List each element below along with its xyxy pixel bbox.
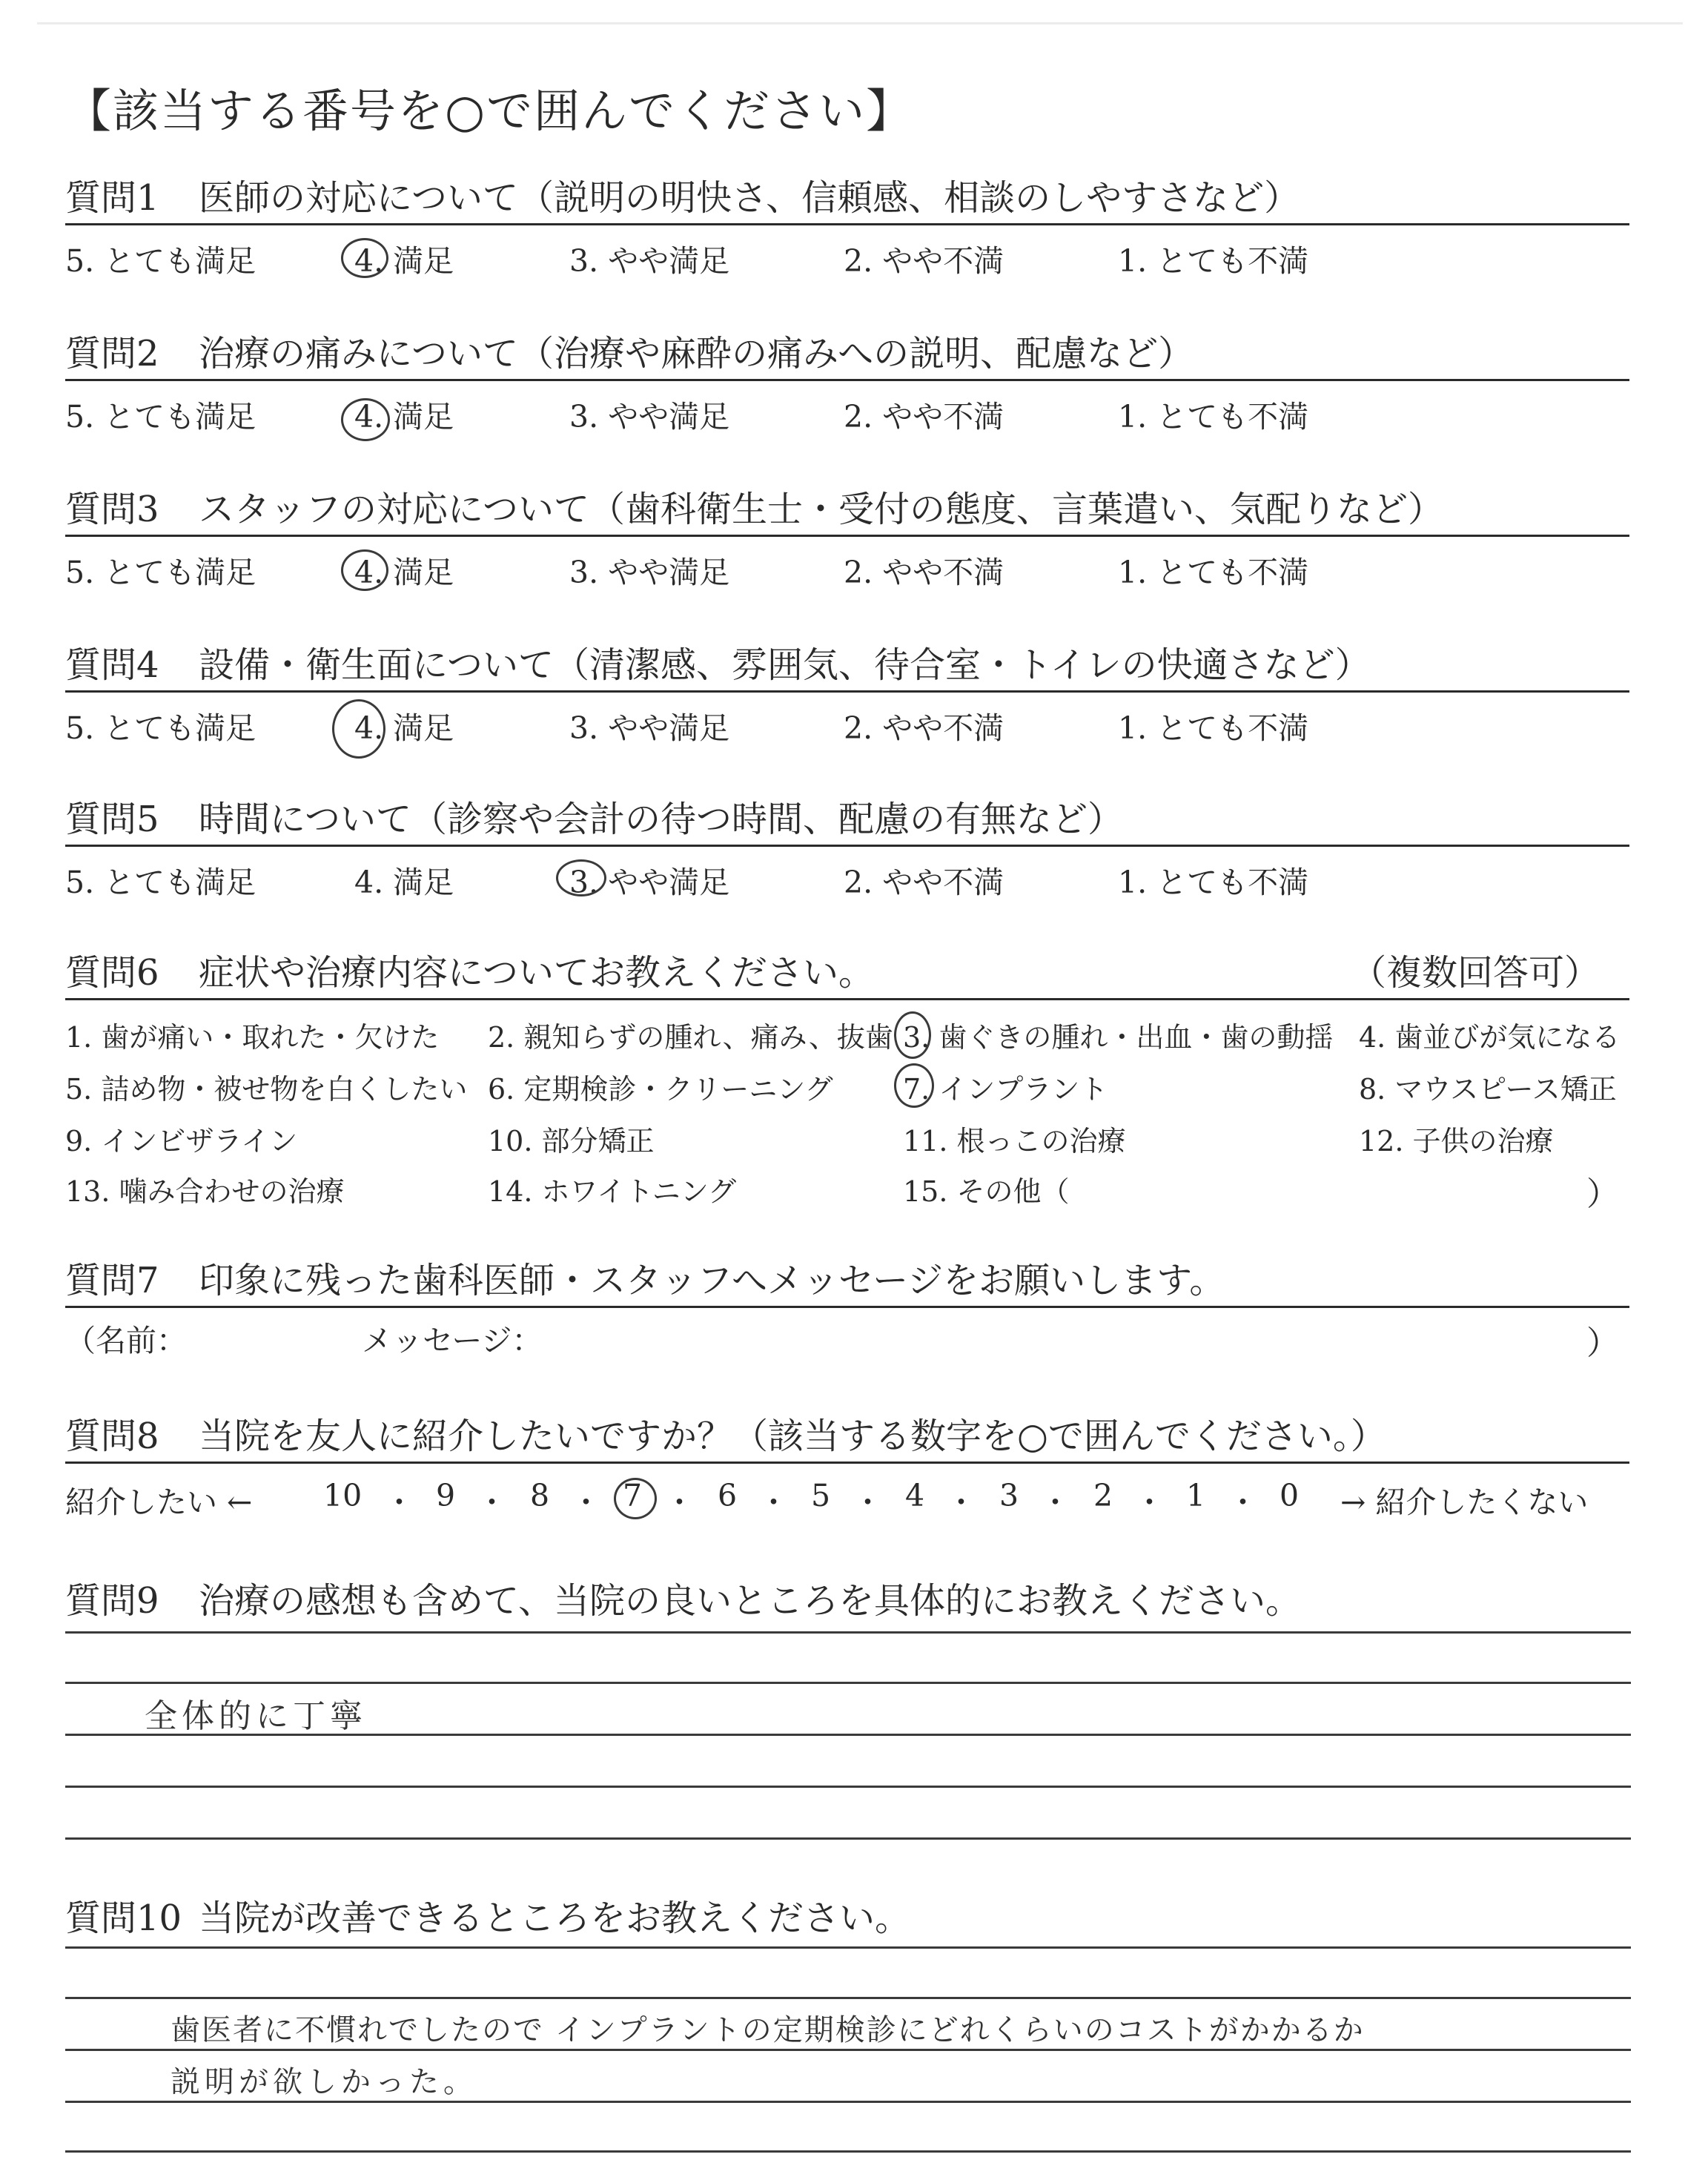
scale-separator: ・ <box>853 1484 883 1520</box>
rating-option-3[interactable]: 3. やや満足 <box>569 399 730 435</box>
message-field-label[interactable]: メッセージ： <box>362 1323 543 1358</box>
name-field-label[interactable]: （名前： <box>65 1323 187 1358</box>
rating-option-3[interactable]: 3. やや満足 <box>569 555 730 590</box>
answer-line <box>65 1631 1631 1634</box>
question-title <box>65 1577 1629 1625</box>
question-title <box>65 174 1629 222</box>
question-8 <box>65 1413 1629 1520</box>
rating-option-2[interactable]: 2. やや不満 <box>844 555 1004 590</box>
scale-option-9[interactable]: 9 <box>436 1478 456 1513</box>
question-1 <box>65 174 1629 279</box>
question-rule <box>65 1462 1629 1464</box>
scale-left-label: 紹介したい ← <box>65 1484 253 1520</box>
question-number: 質問2 <box>65 333 159 374</box>
question-text: 設備・衛生面について（清潔感、雰囲気、待合室・トイレの快適さなど） <box>199 644 1371 686</box>
selection-circle-mark <box>332 699 385 759</box>
scale-separator: ・ <box>664 1484 695 1520</box>
question-number: 質問4 <box>65 644 159 686</box>
answer-line <box>65 2150 1631 2153</box>
scale-option-3[interactable]: 3 <box>999 1478 1019 1513</box>
scale-separator: ・ <box>571 1484 601 1520</box>
question-4 <box>65 641 1629 746</box>
question-number: 質問3 <box>65 489 159 530</box>
scale-separator: ・ <box>477 1484 507 1520</box>
handwritten-answer-q10-line1: 歯医者に不慣れでしたので インプラントの定期検診にどれくらいのコストがかかるか <box>171 2013 1365 2047</box>
handwritten-answer-q9: 全体的に丁寧 <box>145 1697 367 1735</box>
question-text: 治療の痛みについて（治療や麻酔の痛みへの説明、配慮など） <box>199 333 1194 374</box>
answer-line <box>65 2101 1631 2103</box>
question-rule <box>65 379 1629 381</box>
rating-option-3[interactable]: 3. やや満足 <box>569 243 730 279</box>
scale-separator: ・ <box>384 1484 414 1520</box>
question-10 <box>65 1895 1629 1942</box>
rating-option-4[interactable]: 4. 満足 <box>354 865 454 900</box>
rating-option-3[interactable]: 3. やや満足 <box>569 710 730 746</box>
answer-line <box>65 1837 1631 1840</box>
handwritten-answer-q10-line2: 説明が欲しかった。 <box>171 2065 477 2099</box>
symptom-option-11[interactable]: 11. 根っこの治療 <box>903 1125 1126 1157</box>
rating-option-4[interactable]: 4. 満足 <box>354 243 454 279</box>
question-rule <box>65 998 1629 1000</box>
rating-option-2[interactable]: 2. やや不満 <box>844 399 1004 435</box>
question-number: 質問5 <box>65 799 159 840</box>
scale-option-1[interactable]: 1 <box>1186 1478 1206 1513</box>
symptom-option-2[interactable]: 2. 親知らずの腫れ、痛み、抜歯 <box>488 1021 893 1054</box>
rating-option-1[interactable]: 1. とても不満 <box>1118 243 1309 279</box>
question-text: 印象に残った歯科医師・スタッフへメッセージをお願いします。 <box>199 1260 1225 1301</box>
symptom-option-5[interactable]: 5. 詰め物・被せ物を白くしたい <box>65 1073 468 1106</box>
rating-option-5[interactable]: 5. とても満足 <box>65 243 256 279</box>
rating-option-3[interactable]: 3. やや満足 <box>569 865 730 900</box>
question-2 <box>65 330 1629 435</box>
symptom-option-8[interactable]: 8. マウスピース矯正 <box>1359 1073 1617 1106</box>
scale-option-0[interactable]: 0 <box>1280 1478 1300 1513</box>
question-title <box>65 486 1629 533</box>
symptom-option-1[interactable]: 1. 歯が痛い・取れた・欠けた <box>65 1021 440 1054</box>
question-text: 時間について（診察や会計の待つ時間、配慮の有無など） <box>199 799 1124 840</box>
symptom-option-13[interactable]: 13. 噛み合わせの治療 <box>65 1175 345 1208</box>
multiple-answers-note: （複数回答可） <box>1350 952 1600 994</box>
question-title <box>65 1895 1629 1942</box>
question-text: 当院が改善できるところをお教えください。 <box>199 1898 911 1939</box>
question-title <box>65 1257 1629 1304</box>
question-title <box>65 949 1629 997</box>
answer-line <box>65 1682 1631 1684</box>
rating-option-1[interactable]: 1. とても不満 <box>1118 710 1309 746</box>
question-number: 質問7 <box>65 1260 159 1301</box>
symptom-option-15-other[interactable]: 15. その他（ <box>903 1175 1070 1208</box>
symptom-option-12[interactable]: 12. 子供の治療 <box>1359 1125 1554 1157</box>
symptom-option-6[interactable]: 6. 定期検診・クリーニング <box>488 1073 833 1106</box>
question-title <box>65 641 1629 689</box>
rating-option-2[interactable]: 2. やや不満 <box>844 243 1004 279</box>
rating-option-4[interactable]: 4. 満足 <box>354 710 454 746</box>
scale-option-2[interactable]: 2 <box>1093 1478 1113 1513</box>
question-number: 質問9 <box>65 1580 159 1622</box>
selection-circle-mark <box>341 238 388 278</box>
rating-option-1[interactable]: 1. とても不満 <box>1118 555 1309 590</box>
answer-line <box>65 2049 1631 2051</box>
scale-separator: ・ <box>758 1484 789 1520</box>
answer-line <box>65 1946 1631 1949</box>
rating-option-4[interactable]: 4. 満足 <box>354 555 454 590</box>
symptom-option-7[interactable]: 7. インプラント <box>903 1073 1108 1106</box>
rating-option-1[interactable]: 1. とても不満 <box>1118 865 1309 900</box>
rating-option-5[interactable]: 5. とても満足 <box>65 399 256 435</box>
question-text: 医師の対応について（説明の明快さ、信頼感、相談のしやすさなど） <box>199 177 1300 219</box>
symptom-option-4[interactable]: 4. 歯並びが気になる <box>1359 1021 1621 1054</box>
scale-separator: ・ <box>1134 1484 1165 1520</box>
symptom-option-14[interactable]: 14. ホワイトニング <box>488 1175 737 1208</box>
selection-circle-mark <box>614 1478 657 1519</box>
question-5 <box>65 796 1629 900</box>
selection-circle-mark <box>556 859 606 896</box>
question-text: 治療の感想も含めて、当院の良いところを具体的にお教えください。 <box>199 1580 1302 1622</box>
selection-circle-mark <box>894 1063 934 1108</box>
rating-option-5[interactable]: 5. とても満足 <box>65 710 256 746</box>
question-text: 当院を友人に紹介したいですか？（該当する数字を○で囲んでください。） <box>199 1416 1386 1457</box>
symptom-option-9[interactable]: 9. インビザライン <box>65 1125 298 1157</box>
question-title <box>65 1413 1629 1460</box>
question-number: 質問1 <box>65 177 159 219</box>
question-text: 症状や治療内容についてお教えください。 <box>199 952 875 994</box>
rating-option-1[interactable]: 1. とても不満 <box>1118 399 1309 435</box>
rating-option-5[interactable]: 5. とても満足 <box>65 865 256 900</box>
rating-option-4[interactable]: 4. 満足 <box>354 399 454 435</box>
question-rule <box>65 690 1629 693</box>
symptom-option-3[interactable]: 3. 歯ぐきの腫れ・出血・歯の動揺 <box>903 1021 1334 1054</box>
scale-option-8[interactable]: 8 <box>530 1478 550 1513</box>
question-text: スタッフの対応について（歯科衛生士・受付の態度、言葉遣い、気配りなど） <box>199 489 1444 530</box>
question-number: 質問8 <box>65 1416 159 1457</box>
scale-option-5[interactable]: 5 <box>811 1478 831 1513</box>
question-rule <box>65 535 1629 537</box>
page-top-edge <box>37 22 1683 24</box>
scale-right-label: → 紹介したくない <box>1340 1484 1589 1520</box>
message-close-paren: ） <box>1586 1324 1619 1362</box>
selection-circle-mark <box>341 398 390 441</box>
selection-circle-mark <box>894 1011 931 1059</box>
rating-option-2[interactable]: 2. やや不満 <box>844 865 1004 900</box>
scale-option-6[interactable]: 6 <box>718 1478 738 1513</box>
question-number: 質問6 <box>65 952 159 994</box>
scale-separator: ・ <box>1228 1484 1258 1520</box>
question-7 <box>65 1257 1629 1362</box>
answer-line <box>65 1997 1631 1999</box>
question-3 <box>65 486 1629 590</box>
question-title <box>65 796 1629 843</box>
other-close-paren: ） <box>1586 1175 1619 1213</box>
selection-circle-mark <box>341 549 388 591</box>
question-rule <box>65 223 1629 225</box>
rating-option-2[interactable]: 2. やや不満 <box>844 710 1004 746</box>
scale-option-10[interactable]: 10 <box>323 1478 363 1513</box>
question-number: 質問10 <box>65 1898 182 1939</box>
question-6 <box>65 949 1629 1213</box>
scale-option-7[interactable]: 7 <box>623 1478 643 1513</box>
symptom-option-10[interactable]: 10. 部分矯正 <box>488 1125 655 1157</box>
answer-line <box>65 1786 1631 1788</box>
question-9 <box>65 1577 1629 1625</box>
scale-separator: ・ <box>946 1484 976 1520</box>
rating-option-5[interactable]: 5. とても満足 <box>65 555 256 590</box>
question-title <box>65 330 1629 377</box>
scale-separator: ・ <box>1040 1484 1070 1520</box>
question-rule <box>65 1306 1629 1308</box>
instruction-heading: 【該当する番号を○で囲んでください】 <box>65 84 914 138</box>
scale-option-4[interactable]: 4 <box>905 1478 925 1513</box>
question-rule <box>65 845 1629 847</box>
